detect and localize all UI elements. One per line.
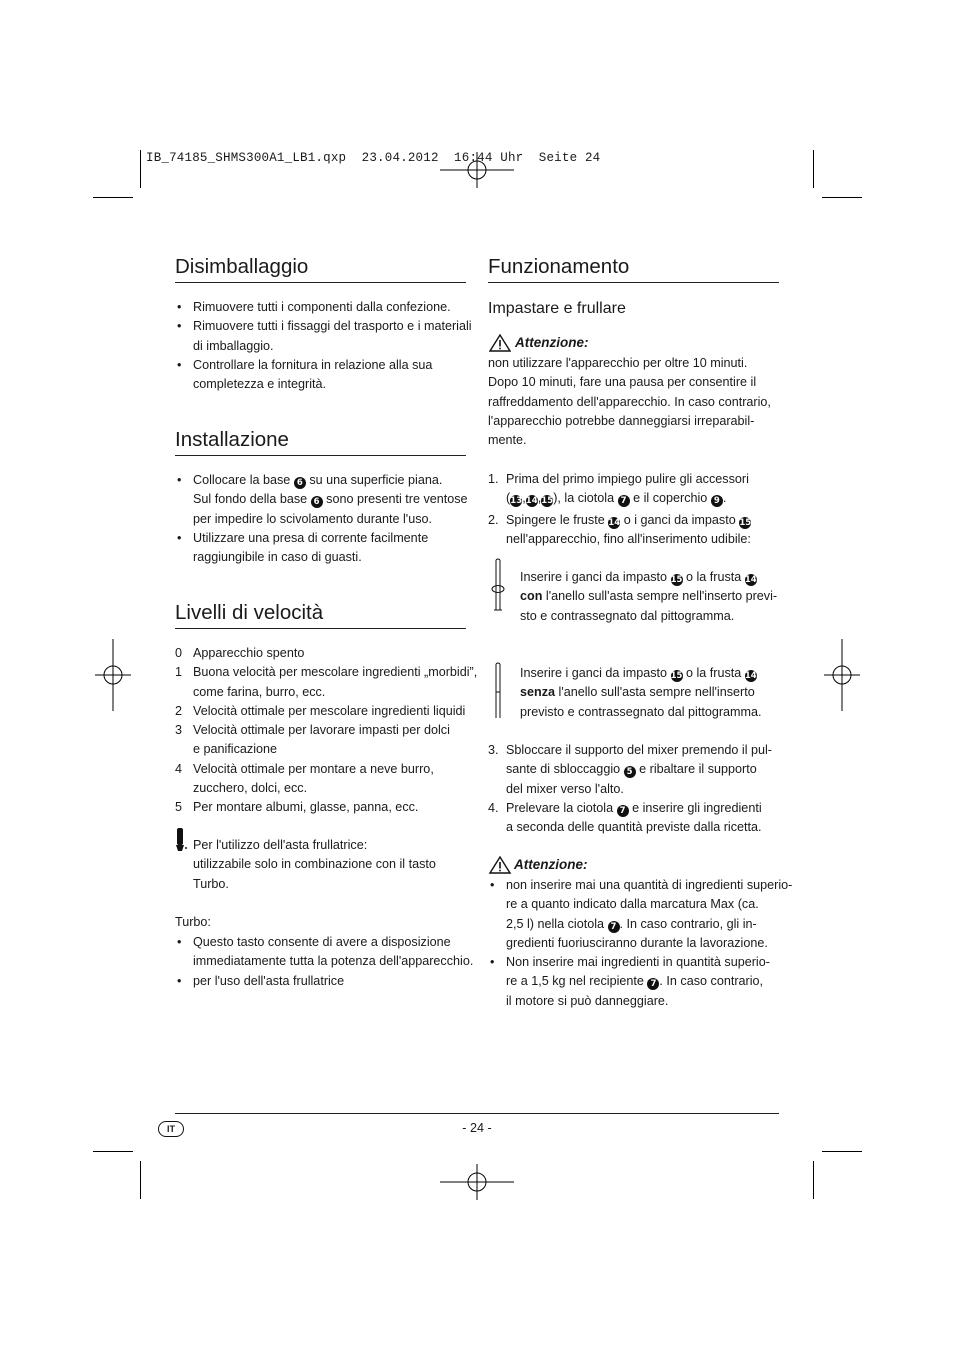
ref-number: 14 — [744, 671, 757, 681]
step-item: 3. Sbloccare il supporto del mixer premendo il pul- sante di sbloccaggio 5 e ribaltare il supporto del mixer verso l'alto. — [488, 743, 772, 796]
ref-number: 13 — [510, 496, 523, 507]
speed-row: 2 Velocità ottimale per mescolare ingredienti liquidi — [175, 703, 466, 718]
ref-number: 14 — [744, 575, 757, 585]
ref-number: 15 — [541, 496, 554, 507]
ref-number: 7 — [617, 805, 629, 817]
turbo-label: Turbo: — [175, 915, 211, 929]
crop-mark — [93, 1151, 133, 1152]
blender-note: Per l'utilizzo dell'asta frullatrice: utilizzabile solo in combinazione con il tasto Turbo. — [193, 838, 436, 891]
section-rule — [175, 282, 466, 283]
attention-label: Attenzione: — [514, 857, 588, 872]
crop-mark — [93, 197, 133, 198]
section-rule — [175, 628, 466, 629]
crop-mark — [813, 150, 814, 188]
registration-mark-left — [93, 637, 133, 713]
crop-mark — [813, 1161, 814, 1199]
section-rule — [175, 455, 466, 456]
speed-row: 5 Per montare albumi, glasse, panna, ecc. — [175, 800, 419, 815]
hook-without-ring-pictogram — [490, 662, 506, 720]
list-item: • Controllare la fornitura in relazione alla sua completezza e integrità. — [177, 357, 433, 392]
list-item: • Rimuovere tutti i componenti dalla confezione. — [177, 300, 451, 314]
speed-list — [175, 644, 477, 818]
page-number: - 24 - — [462, 1121, 492, 1135]
step-item: 1. Prima del primo impiego pulire gli accessori (13,14,15), la ciotola 7 e il coperchio 9 . — [488, 472, 749, 507]
list-item: • per l'uso dell'asta frullatrice — [177, 973, 345, 988]
footer-rule — [175, 1113, 779, 1114]
ref-number: 7 — [647, 978, 659, 990]
section-title-funzionamento: Funzionamento — [488, 255, 630, 278]
warning-list — [488, 876, 792, 1011]
list-item: • Non inserire mai ingredienti in quantità superio- re a 1,5 kg nel recipiente 7 . In caso contrario, il motore si può danneggiare. — [490, 955, 770, 1008]
crop-mark — [140, 1161, 141, 1199]
print-slug: IB_74185_SHMS300A1_LB1.qxp 23.04.2012 16:44 Uhr Seite 24 — [146, 151, 601, 165]
bullet-list — [175, 471, 468, 567]
ref-number: 5 — [624, 766, 636, 778]
list-item: • Collocare la base 6 su una superficie piana. Sul fondo della base 6 sono presenti tre ventose per impedire lo scivolamento durante l'uso. — [177, 473, 468, 526]
blender-stick-icon — [172, 827, 188, 855]
ref-number: 15 — [670, 575, 683, 585]
ref-number: 7 — [618, 495, 630, 507]
hook-with-ring-pictogram — [490, 558, 506, 616]
speed-row: 3 Velocità ottimale per lavorare impasti per dolci e panificazione — [175, 723, 450, 757]
speed-row: 1 Buona velocità per mescolare ingredienti „morbidi”, come farina, burro, ecc. — [175, 665, 478, 699]
ref-number: 6 — [294, 477, 306, 489]
warning-triangle-icon — [489, 334, 511, 352]
hook-with-ring-text: Inserire i ganci da impasto 15 o la frusta 14 con l'anello sull'asta sempre nell'inserto previ- sto e contrassegnato dal pittogramma. — [520, 570, 778, 623]
warning-text: non utilizzare l'apparecchio per oltre 10 minuti. Dopo 10 minuti, fare una pausa per consentire il raffreddamento dell'apparecchio. In caso contrario, l'apparecchio potrebbe danneggiarsi irreparabil- mente. — [488, 356, 771, 448]
section-title-disimballaggio: Disimballaggio — [175, 255, 309, 278]
crop-mark — [822, 197, 862, 198]
section-title-livelli: Livelli di velocità — [175, 601, 324, 624]
bullet-list — [175, 933, 473, 991]
ref-number: 9 — [711, 495, 723, 507]
list-item: • Utilizzare una presa di corrente facilmente raggiungibile in caso di guasti. — [177, 530, 429, 565]
list-item: • Questo tasto consente di avere a disposizione immediatamente tutta la potenza dell'apparecchio. — [177, 935, 474, 969]
ref-number: 14 — [525, 496, 538, 507]
list-item: • non inserire mai una quantità di ingredienti superio- re a quanto indicato dalla marcatura Max (ca. 2,5 l) nella ciotola 7 . In caso contrario, gli in- gredienti fuoriusciranno durante la lavorazione. — [490, 878, 793, 950]
ref-number: 15 — [739, 517, 752, 528]
ref-number: 15 — [670, 671, 683, 681]
step-list — [488, 470, 751, 549]
registration-mark-right — [822, 637, 862, 713]
list-item: • Rimuovere tutti i fissaggi del trasporto e i materiali di imballaggio. — [177, 319, 472, 353]
subsection-title: Impastare e frullare — [488, 300, 626, 317]
bullet-list — [175, 298, 472, 394]
step-item: 4. Prelevare la ciotola 7 e inserire gli ingredienti a seconda delle quantità previste dalla ricetta. — [488, 800, 762, 835]
hook-without-ring-text: Inserire i ganci da impasto 15 o la frusta 14 senza l'anello sull'asta sempre nell'inserto previsto e contrassegnato dal pittogramma. — [520, 666, 762, 719]
speed-row: 4 Velocità ottimale per montare a neve burro, zucchero, dolci, ecc. — [175, 761, 434, 796]
section-rule — [488, 282, 779, 283]
step-list — [488, 741, 772, 837]
registration-mark-bottom — [437, 1162, 517, 1202]
language-badge: IT — [158, 1121, 184, 1137]
crop-mark — [140, 150, 141, 188]
ref-number: 7 — [608, 921, 620, 933]
step-item: 2. Spingere le fruste 14 o i ganci da impasto 15 nell'apparecchio, fino all'inserimento udibile: — [488, 512, 752, 546]
warning-triangle-icon — [489, 856, 511, 874]
crop-mark — [822, 1151, 862, 1152]
ref-number: 6 — [311, 496, 323, 508]
section-title-installazione: Installazione — [175, 428, 289, 451]
attention-label: Attenzione: — [515, 335, 589, 350]
speed-row: 0 Apparecchio spento — [175, 646, 305, 660]
ref-number: 14 — [608, 517, 621, 528]
